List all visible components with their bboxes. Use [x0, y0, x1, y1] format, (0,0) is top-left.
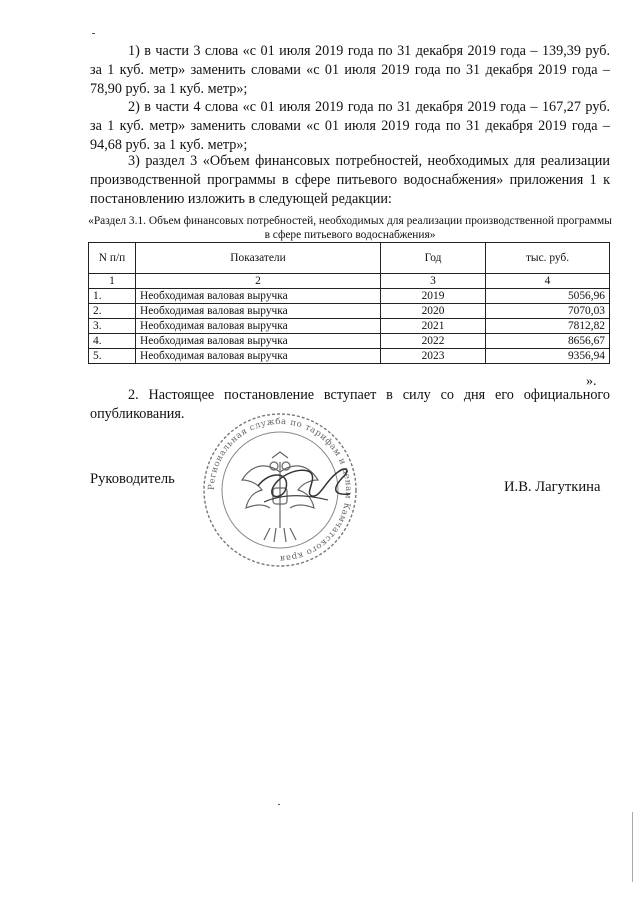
header-year: Год — [381, 243, 486, 274]
row-year: 2022 — [381, 334, 486, 349]
row-indicator: Необходимая валовая выручка — [136, 349, 381, 364]
row-year: 2020 — [381, 304, 486, 319]
signer-title: Руководитель — [90, 471, 175, 487]
row-number: 5. — [89, 349, 136, 364]
paragraph-part-4-amendment — [90, 98, 610, 155]
scan-speck — [92, 33, 95, 34]
row-year: 2021 — [381, 319, 486, 334]
index-cell: 3 — [381, 274, 486, 289]
paragraph-text: 2. Настоящее постановление вступает в силу со дня его официального опубликования. — [90, 387, 610, 422]
table-row — [89, 334, 610, 349]
row-indicator: Необходимая валовая выручка — [136, 289, 381, 304]
paragraph-section-3-amendment — [90, 152, 610, 209]
row-number: 3. — [89, 319, 136, 334]
table-row — [89, 289, 610, 304]
table-row — [89, 349, 610, 364]
row-amount: 7070,03 — [486, 304, 610, 319]
row-number: 4. — [89, 334, 136, 349]
row-indicator: Необходимая валовая выручка — [136, 319, 381, 334]
row-number: 1. — [89, 289, 136, 304]
signer-name: И.В. Лагуткина — [504, 479, 601, 495]
row-year: 2019 — [381, 289, 486, 304]
scan-edge-line — [632, 812, 633, 882]
table-closing-quote: ». — [586, 374, 597, 389]
official-seal-stamp — [200, 410, 360, 570]
financial-needs-table — [88, 242, 610, 364]
row-indicator: Необходимая валовая выручка — [136, 304, 381, 319]
paragraph-text: 3) раздел 3 «Объем финансовых потребностей, необходимых для реализации производственной программы в сфере питьевого водоснабжения» приложения 1 к постановлению изложить в следующей редакции: — [90, 153, 610, 207]
scan-speck — [278, 804, 280, 805]
seal-ring-text: Региональная служба по тарифам и ценам Камчатского края — [206, 416, 354, 564]
table-index-row — [89, 274, 610, 289]
row-number: 2. — [89, 304, 136, 319]
table-row — [89, 304, 610, 319]
paragraph-text: 1) в части 3 слова «с 01 июля 2019 года по 31 декабря 2019 года – 139,39 руб. за 1 куб. метр» заменить словами «с 01 июля 2019 года по 31 декабря 2019 года – 78,90 руб. за 1 куб. метр»; — [90, 43, 610, 97]
paragraph-text: 2) в части 4 слова «с 01 июля 2019 года по 31 декабря 2019 года – 167,27 руб. за 1 куб. метр» заменить словами «с 01 июля 2019 года по 31 декабря 2019 года – 94,68 руб. за 1 куб. метр»; — [90, 99, 610, 153]
row-year: 2023 — [381, 349, 486, 364]
header-number: N п/п — [89, 243, 136, 274]
index-cell: 4 — [486, 274, 610, 289]
index-cell: 2 — [136, 274, 381, 289]
table-row — [89, 319, 610, 334]
header-indicator: Показатели — [136, 243, 381, 274]
paragraph-part-3-amendment — [90, 42, 610, 99]
row-amount: 5056,96 — [486, 289, 610, 304]
row-amount: 7812,82 — [486, 319, 610, 334]
row-amount: 9356,94 — [486, 349, 610, 364]
header-amount: тыс. руб. — [486, 243, 610, 274]
index-cell: 1 — [89, 274, 136, 289]
table-caption: «Раздел 3.1. Объем финансовых потребностей, необходимых для реализации производственной программы в сфере питьевого водоснабжения» — [88, 215, 612, 241]
row-amount: 8656,67 — [486, 334, 610, 349]
row-indicator: Необходимая валовая выручка — [136, 334, 381, 349]
table-header-row — [89, 243, 610, 274]
